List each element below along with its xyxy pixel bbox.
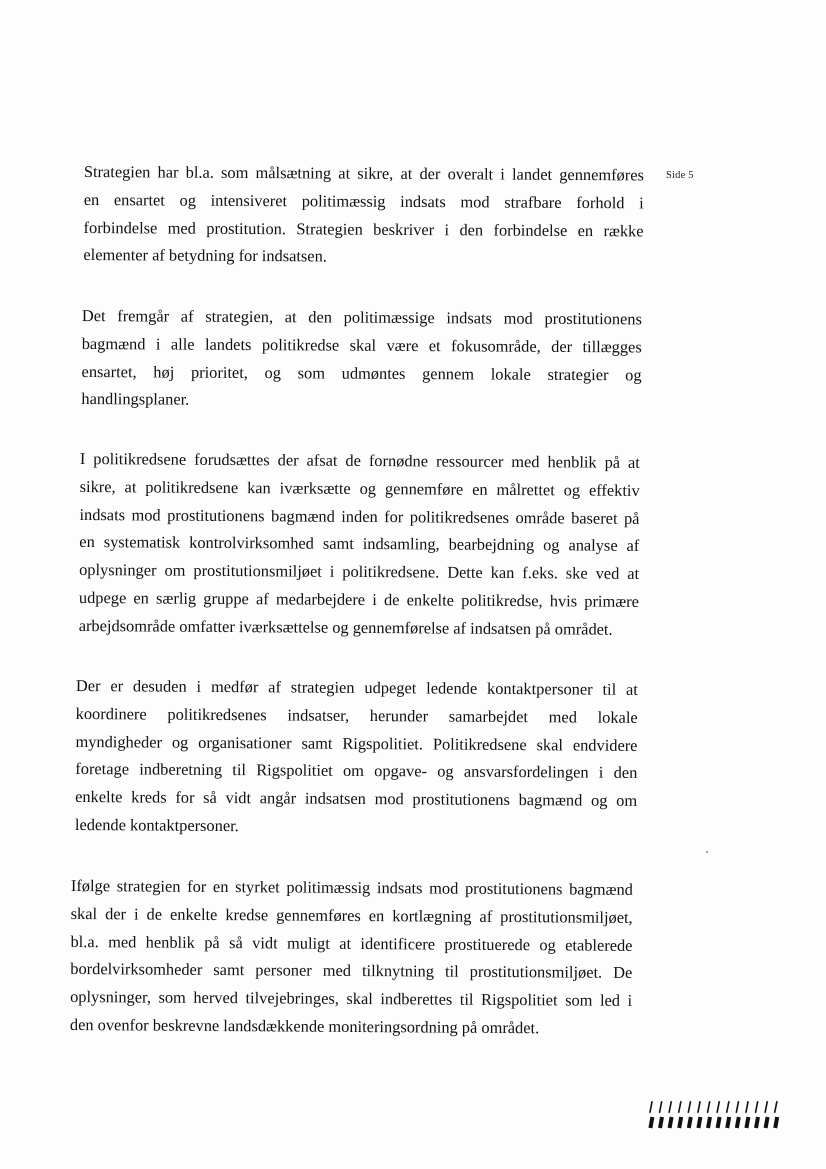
page-number-label: Side 5	[666, 170, 694, 181]
barcode-stroke	[669, 1102, 671, 1112]
paragraph-3	[79, 445, 640, 643]
barcode-bar	[756, 1117, 758, 1128]
text-line: udpege en særlig gruppe af medarbejdere i de enkelte politikredse, hvis primære	[78, 587, 639, 611]
barcode-stroke	[765, 1102, 767, 1112]
text-line: koordinere politikredsenes indsatser, herunder samarbejdet med lokale	[75, 703, 638, 727]
barcode-stroke	[679, 1102, 681, 1112]
text-line: foretage indberetning til Rigspolitiet om opgave- og ansvarsfordelingen i den	[75, 759, 638, 783]
barcode-bar	[698, 1117, 700, 1128]
barcode-bar	[689, 1117, 691, 1128]
barcode-stroke	[727, 1102, 729, 1112]
barcode-bar	[766, 1117, 768, 1128]
text-line: bl.a. med henblik på så vidt muligt at identificere prostituerede og etablerede	[70, 931, 633, 955]
text-line: elementer af betydning for indsatsen.	[83, 245, 327, 266]
barcode-bar	[650, 1117, 652, 1128]
text-line: skal der i de enkelte kredse gennemføres en kortlægning af prostitutionsmiljøet,	[70, 903, 633, 927]
barcode-bar	[708, 1117, 710, 1128]
text-line: bordelvirksomheder samt personer med tilknytning til prostitutionsmiljøet. De	[70, 959, 633, 983]
barcode-stroke	[746, 1102, 748, 1112]
text-line: sikre, at politikredsene kan iværksætte og gennemføre en målrettet og effektiv	[79, 476, 640, 500]
barcode-bar	[660, 1117, 662, 1128]
text-line: ensartet, høj prioritet, og som udmøntes gennem lokale strategier og	[81, 361, 642, 385]
text-line: indsats mod prostitutionens bagmænd inden for politikredsenes område baseret på	[79, 504, 640, 528]
barcode-stroke	[698, 1102, 700, 1112]
text-line: enkelte kreds for så vidt angår indsatsen mod prostitutionens bagmænd og om	[75, 787, 638, 811]
paragraph-1	[83, 158, 644, 273]
text-line: Strategien har bl.a. som målsætning at sikre, at der overalt i landet gennemføres	[83, 161, 644, 185]
text-line: oplysninger om prostitutionsmiljøet i politikredsene. Dette kan f.eks. ske ved at	[79, 560, 640, 584]
text-line: forbindelse med prostitution. Strategien beskriver i den forbindelse en række	[83, 217, 644, 241]
barcode-stroke	[736, 1102, 738, 1112]
text-line: arbejdsområde omfatter iværksættelse og gennemførelse af indsatsen på området.	[78, 615, 613, 639]
text-line: Det fremgår af strategien, at den politimæssige indsats mod prostitutionens	[81, 305, 642, 329]
text-line: oplysninger, som herved tilvejebringes, skal indberettes til Rigspolitiet som led i	[70, 987, 633, 1011]
text-line: I politikredsene forudsættes der afsat de fornødne ressourcer med henblik på at	[79, 448, 640, 472]
text-line: den ovenfor beskrevne landsdækkende moniteringsordning på området.	[69, 1014, 540, 1038]
paragraph-5	[70, 872, 633, 1043]
barcode-bar	[670, 1117, 672, 1128]
barcode-bar	[727, 1117, 729, 1128]
text-line: Ifølge strategien for en styrket politimæssig indsats mod prostitutionens bagmænd	[70, 875, 633, 899]
barcode-stroke	[688, 1102, 690, 1112]
text-line: myndigheder og organisationer samt Rigspolitiet. Politikredsene skal endvidere	[75, 731, 638, 755]
barcode-bar	[718, 1117, 720, 1128]
paragraph-4	[75, 672, 638, 843]
barcode-bar	[746, 1117, 748, 1128]
text-line: en ensartet og intensiveret politimæssig indsats mod strafbare forhold i	[83, 189, 644, 213]
barcode-stroke	[717, 1102, 719, 1112]
text-line: bagmænd i alle landets politikredse skal være et fokusområde, der tillægges	[81, 333, 642, 357]
paragraph-2	[81, 302, 642, 417]
barcode-stroke	[650, 1102, 652, 1112]
text-line: ledende kontaktpersoner.	[74, 814, 239, 836]
text-line: handlingsplaner.	[81, 389, 190, 410]
text-line: en systematisk kontrolvirksomhed samt indsamling, bearbejdning og analyse af	[79, 532, 640, 556]
barcode-bar	[737, 1117, 739, 1128]
text-line: Der er desuden i medfør af strategien udpeget ledende kontaktpersoner til at	[75, 675, 638, 699]
barcode-bar	[775, 1117, 777, 1128]
barcode-stroke	[756, 1102, 758, 1112]
barcode-stroke	[708, 1102, 710, 1112]
barcode-stroke	[660, 1102, 662, 1112]
barcode-bar	[679, 1117, 681, 1128]
barcode-icon	[648, 1101, 784, 1129]
scan-speck	[706, 851, 708, 853]
barcode-stroke	[775, 1102, 777, 1112]
